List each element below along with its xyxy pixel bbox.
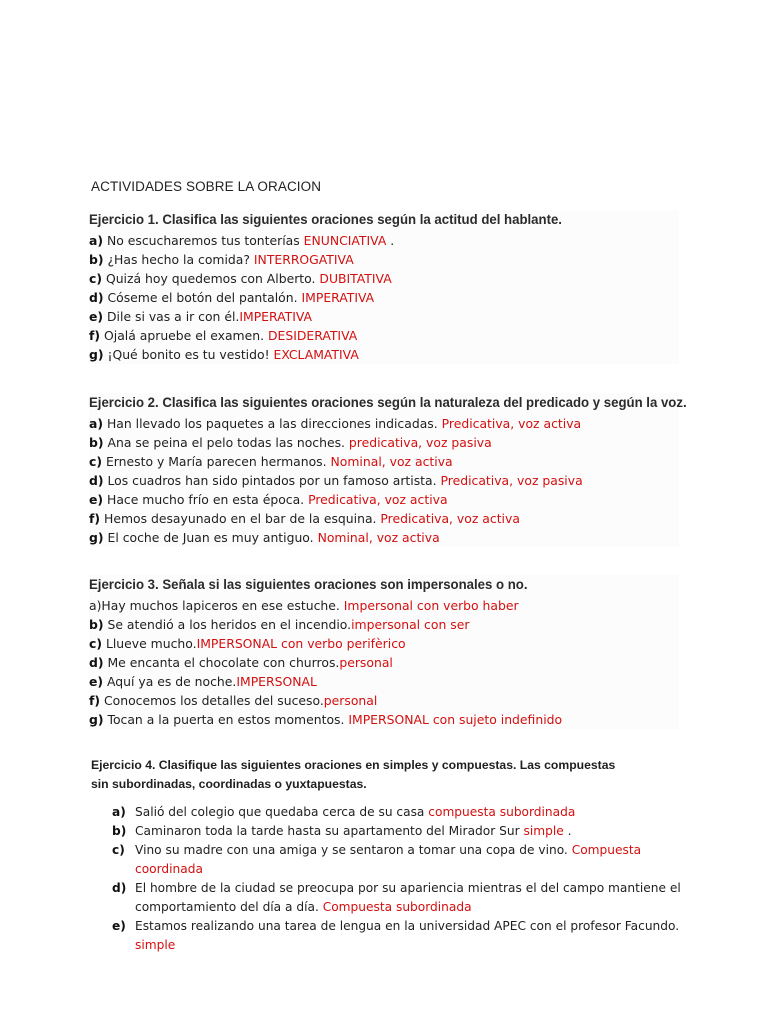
item-text: Han llevado los paquetes a las direcciones indicadas. [103, 416, 442, 431]
item-text: Tocan a la puerta en estos momentos. [103, 712, 349, 727]
item-answer: ENUNCIATIVA [303, 233, 387, 248]
list-item [89, 672, 679, 691]
item-text: Ojalá apruebe el examen. [100, 328, 268, 343]
item-letter: b) [89, 435, 104, 450]
item-text: El coche de Juan es muy antiguo. [103, 530, 318, 545]
item-answer: DESIDERATIVA [267, 328, 358, 343]
item-answer: impersonal con ser [351, 617, 470, 632]
item-letter: b) [112, 824, 127, 838]
item-answer: IMPERSONAL con verbo perifèrico [196, 636, 406, 651]
item-answer: personal [339, 655, 393, 670]
item-letter: f) [89, 328, 101, 343]
list-item [89, 452, 679, 471]
list-item [89, 231, 679, 250]
list-item [89, 634, 679, 653]
list-item [89, 653, 679, 672]
item-text: Ana se peina el pelo todas las noches. [103, 435, 349, 450]
item-answer: INTERROGATIVA [253, 252, 354, 267]
exercise-4-list [91, 803, 691, 955]
item-letter: c) [89, 454, 103, 469]
item-text: Hace mucho frío en esta época. [103, 492, 309, 507]
item-answer: IMPERSONAL con sujeto indefinido [348, 712, 563, 727]
item-text: Me encanta el chocolate con churros. [103, 655, 340, 670]
item-tail: . [386, 233, 395, 248]
item-answer: DUBITATIVA [319, 271, 392, 286]
item-body [135, 917, 691, 955]
list-item [89, 490, 679, 509]
item-text: El hombre de la ciudad se preocupa por su apariencia mientras el del campo mantiene el comportamiento del día a día. [135, 881, 681, 914]
list-item [89, 250, 679, 269]
exercise-2-heading: Ejercicio 2. Clasifica las siguientes oraciones según la naturaleza del predicado y según la voz. [89, 395, 687, 411]
item-text: Quizá hoy quedemos con Alberto. [102, 271, 320, 286]
item-text: Ernesto y María parecen hermanos. [102, 454, 331, 469]
exercise-4-heading: Ejercicio 4. Clasifique las siguientes oraciones en simples y compuestas. Las compuestas sin subordinadas, coordinadas o yuxtapuestas. [91, 758, 616, 791]
exercise-1-heading: Ejercicio 1. Clasifica las siguientes oraciones según la actitud del hablante. [89, 212, 562, 228]
item-answer: Predicativa, voz activa [308, 492, 448, 507]
item-answer: predicativa, voz pasiva [348, 435, 492, 450]
item-letter: e) [112, 919, 126, 933]
list-item [89, 433, 679, 452]
exercise-4 [91, 756, 691, 955]
exercise-1 [89, 210, 679, 364]
item-letter: b) [89, 252, 104, 267]
list-item [89, 269, 679, 288]
item-letter: a) [112, 805, 126, 819]
page-title: ACTIVIDADES SOBRE LA ORACION [91, 179, 322, 194]
list-item [89, 509, 679, 528]
item-text: Se atendió a los heridos en el incendio. [103, 617, 352, 632]
item-letter: b) [89, 617, 104, 632]
item-letter: d) [89, 655, 104, 670]
list-item [89, 596, 679, 615]
item-text: ¿Has hecho la comida? [103, 252, 254, 267]
item-letter: g) [89, 347, 104, 362]
item-answer: compuesta subordinada [428, 805, 576, 819]
item-answer: Nominal, voz activa [317, 530, 440, 545]
list-item [89, 307, 679, 326]
item-text: Llueve mucho. [102, 636, 197, 651]
exercise-3-heading: Ejercicio 3. Señala si las siguientes oraciones son impersonales o no. [89, 577, 528, 593]
item-letter: a) [89, 233, 104, 248]
item-letter: d) [89, 473, 104, 488]
item-letter: g) [89, 712, 104, 727]
item-text: Caminaron toda la tarde hasta su apartamento del Mirador Sur [135, 824, 524, 838]
item-answer: EXCLAMATIVA [273, 347, 359, 362]
item-text: Cóseme el botón del pantalón. [103, 290, 302, 305]
list-item [89, 414, 679, 433]
item-answer: Impersonal con verbo haber [343, 598, 519, 613]
item-letter: c) [89, 636, 103, 651]
item-letter: f) [89, 511, 101, 526]
list-item [89, 471, 679, 490]
exercise-3 [89, 575, 679, 729]
list-item [91, 822, 691, 841]
item-body [135, 803, 691, 822]
item-text: Aquí ya es de noche. [103, 674, 237, 689]
item-answer: IMPERATIVA [301, 290, 375, 305]
item-letter: e) [89, 674, 104, 689]
item-answer: simple [523, 824, 564, 838]
item-text: Conocemos los detalles del suceso. [100, 693, 324, 708]
item-letter: d) [112, 881, 127, 895]
item-answer: IMPERATIVA [239, 309, 313, 324]
item-answer: Compuesta coordinada [135, 843, 642, 876]
item-letter: d) [89, 290, 104, 305]
item-answer: Predicativa, voz pasiva [440, 473, 583, 488]
list-item [89, 345, 679, 364]
item-answer: Predicativa, voz activa [441, 416, 582, 431]
item-tail: . [563, 824, 572, 838]
item-text: ¡Qué bonito es tu vestido! [103, 347, 274, 362]
item-answer: Compuesta subordinada [322, 900, 472, 914]
item-letter: e) [89, 492, 104, 507]
item-text: Hemos desayunado en el bar de la esquina. [100, 511, 381, 526]
item-body [135, 841, 691, 879]
item-text: Estamos realizando una tarea de lengua en la universidad APEC con el profesor Facundo. [135, 919, 680, 933]
item-letter: e) [89, 309, 104, 324]
item-answer: IMPERSONAL [236, 674, 317, 689]
list-item [91, 917, 691, 955]
item-text: a)Hay muchos lapiceros en ese estuche. [89, 598, 344, 613]
item-body [135, 879, 691, 917]
item-answer: Predicativa, voz activa [380, 511, 520, 526]
item-text: Dile si vas a ir con él. [103, 309, 240, 324]
list-item [89, 288, 679, 307]
list-item [89, 326, 679, 345]
item-letter: c) [89, 271, 103, 286]
item-text: Los cuadros han sido pintados por un famoso artista. [103, 473, 441, 488]
item-letter: a) [89, 416, 104, 431]
item-answer: personal [323, 693, 378, 708]
list-item [89, 615, 679, 634]
list-item [89, 528, 679, 547]
item-answer: Nominal, voz activa [330, 454, 453, 469]
item-answer: simple [135, 938, 176, 952]
list-item [91, 879, 691, 917]
list-item [89, 691, 679, 710]
item-text: Vino su madre con una amiga y se sentaron a tomar una copa de vino. [135, 843, 572, 857]
item-letter: f) [89, 693, 101, 708]
list-item [89, 710, 679, 729]
item-letter: c) [112, 843, 125, 857]
list-item [91, 803, 691, 822]
item-text: Salió del colegio que quedaba cerca de su casa [135, 805, 429, 819]
item-body [135, 822, 691, 841]
exercise-2 [89, 393, 687, 547]
list-item [91, 841, 691, 879]
item-letter: g) [89, 530, 104, 545]
item-text: No escucharemos tus tonterías [103, 233, 304, 248]
